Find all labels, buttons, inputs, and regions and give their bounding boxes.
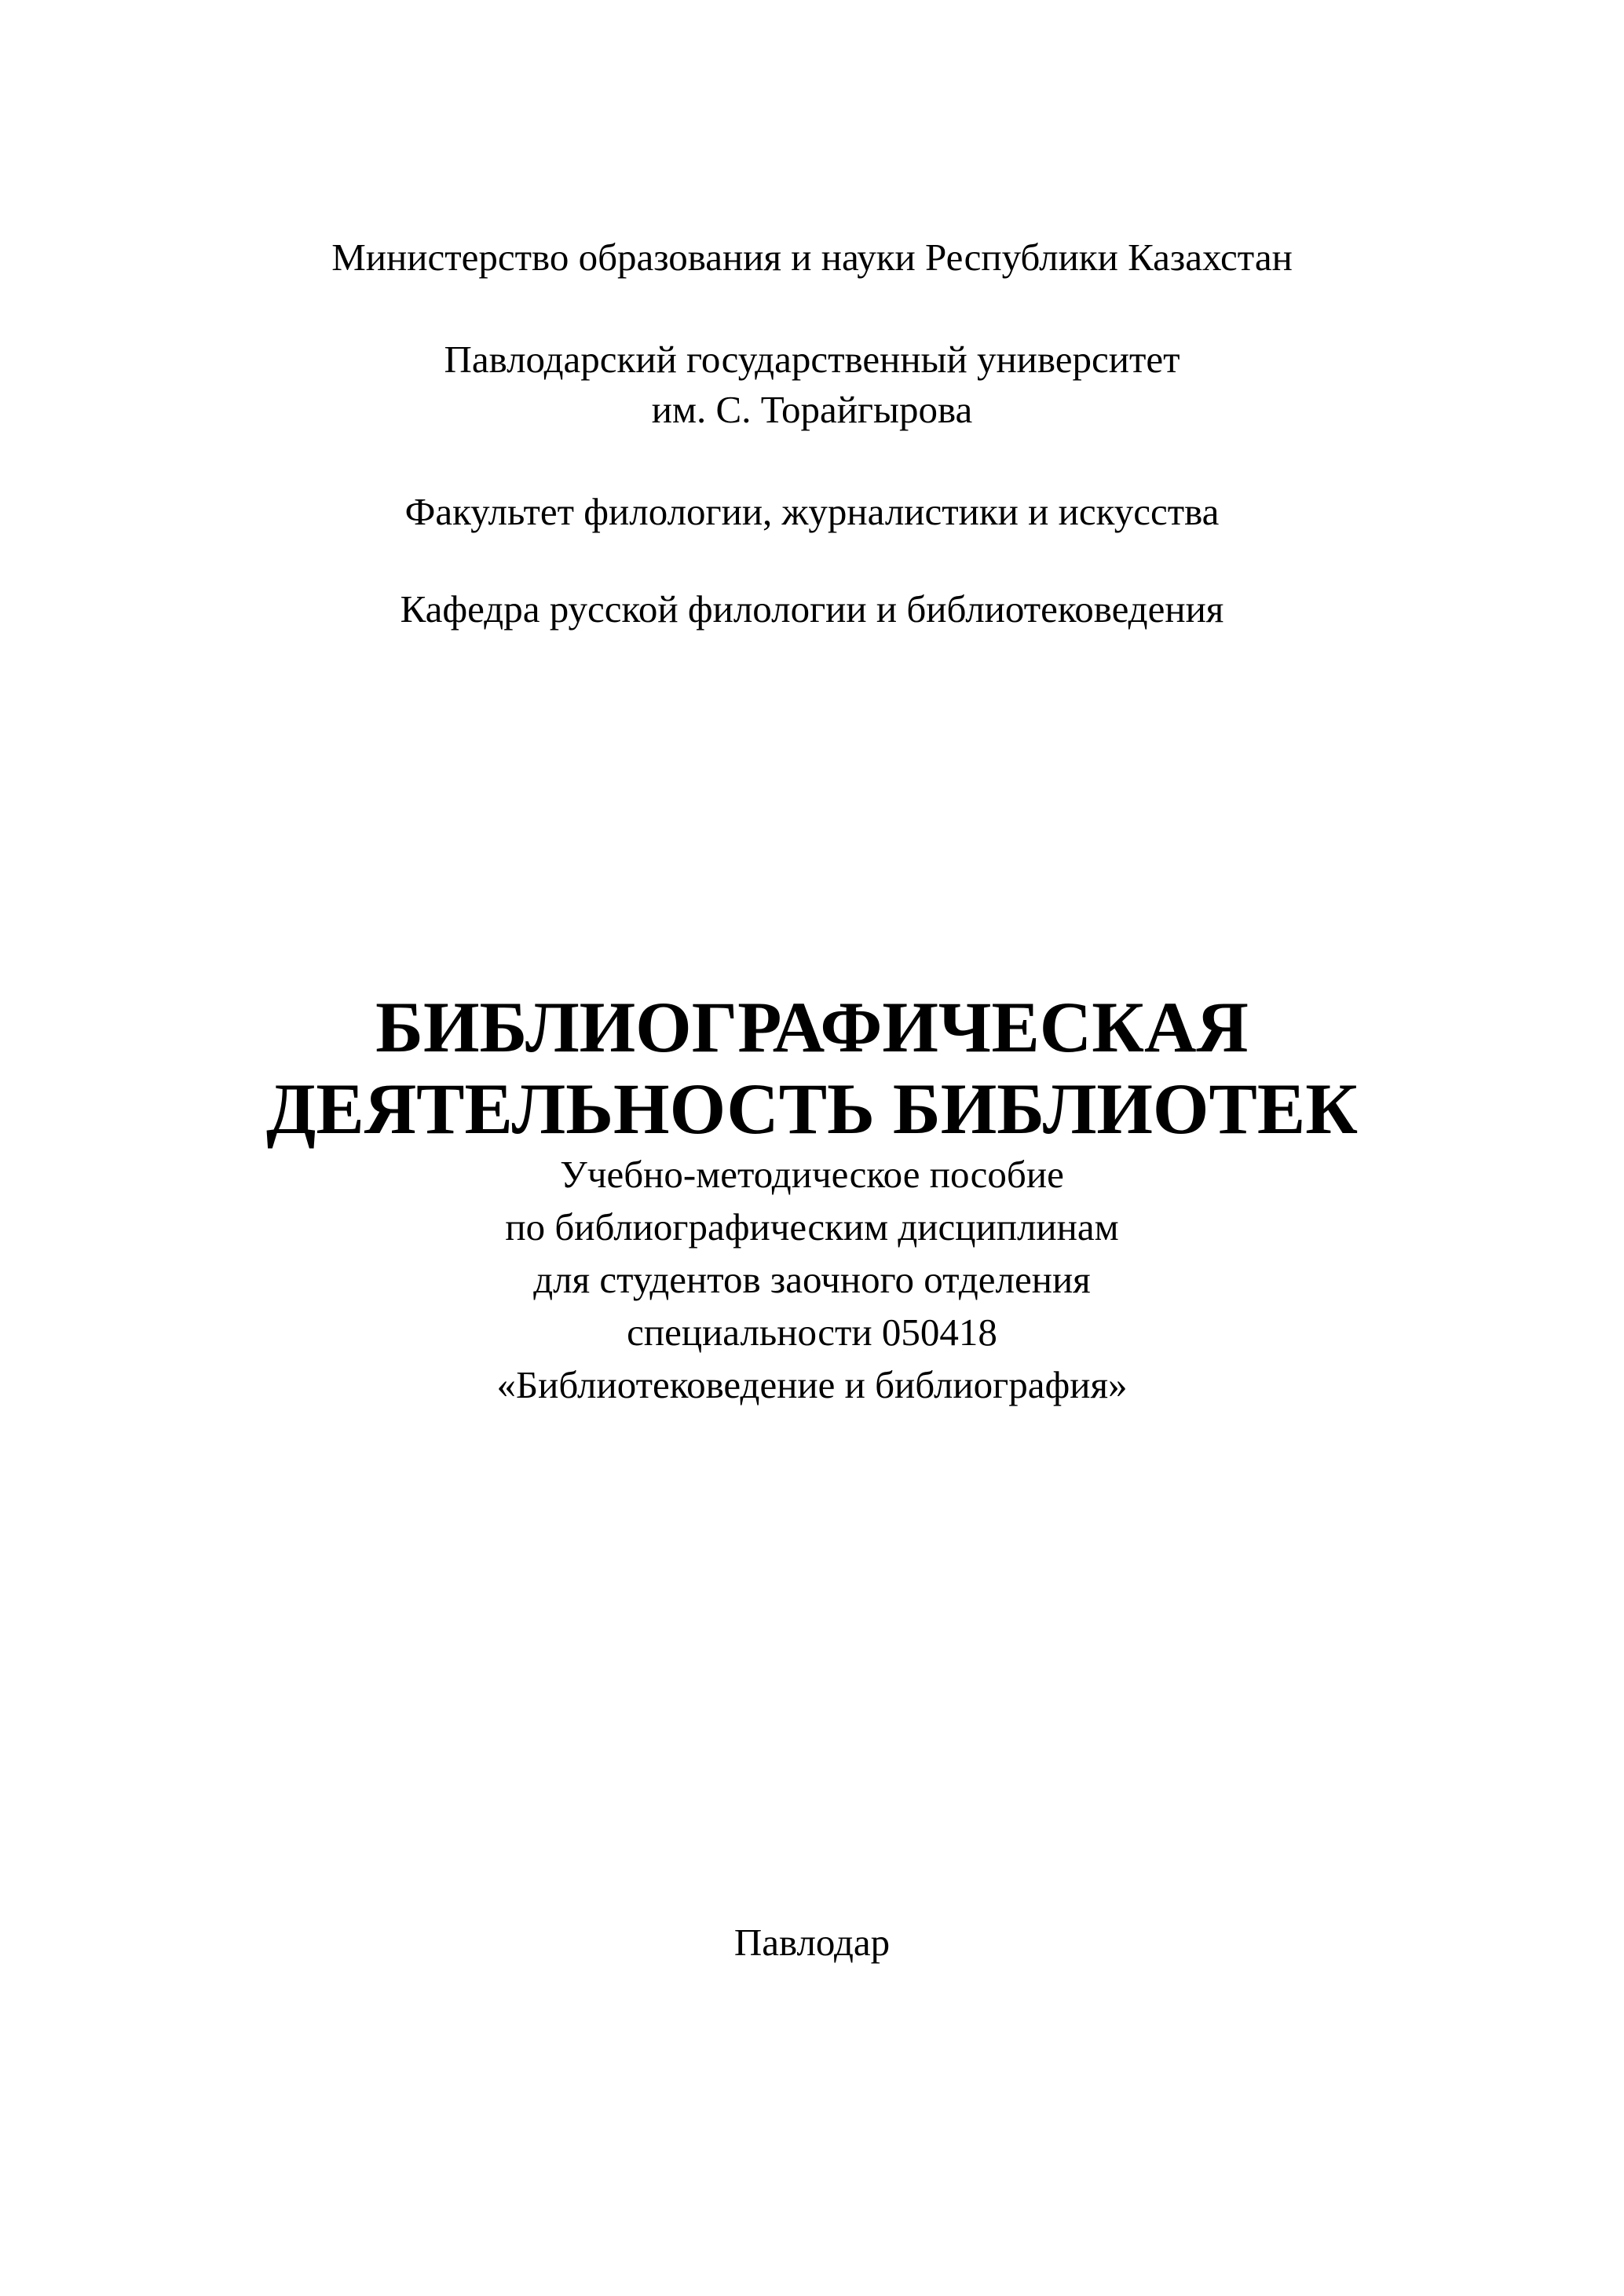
university-name-line1: Павлодарский государственный университет bbox=[444, 338, 1180, 381]
document-title-line1: БИБЛИОГРАФИЧЕСКАЯ bbox=[375, 987, 1249, 1067]
subtitle-line2: по библиографическим дисциплинам bbox=[505, 1205, 1119, 1249]
subtitle-line1: Учебно-методическое пособие bbox=[560, 1153, 1064, 1196]
subtitle-line5: «Библиотековедение и библиография» bbox=[496, 1363, 1128, 1406]
subtitle-line3: для студентов заочного отделения bbox=[533, 1258, 1091, 1301]
department-line: Кафедра русской филологии и библиотековедения bbox=[400, 587, 1224, 631]
document-title-line2: ДЕЯТЕЛЬНОСТЬ БИБЛИОТЕК bbox=[266, 1069, 1358, 1149]
subtitle-line4: специальности 050418 bbox=[627, 1311, 997, 1354]
faculty-line: Факультет филологии, журналистики и искусства bbox=[404, 490, 1220, 533]
publication-city: Павлодар bbox=[733, 1921, 891, 1964]
university-name-line2: им. С. Торайгырова bbox=[651, 388, 973, 431]
ministry-line: Министерство образования и науки Республики Казахстан bbox=[331, 236, 1293, 279]
